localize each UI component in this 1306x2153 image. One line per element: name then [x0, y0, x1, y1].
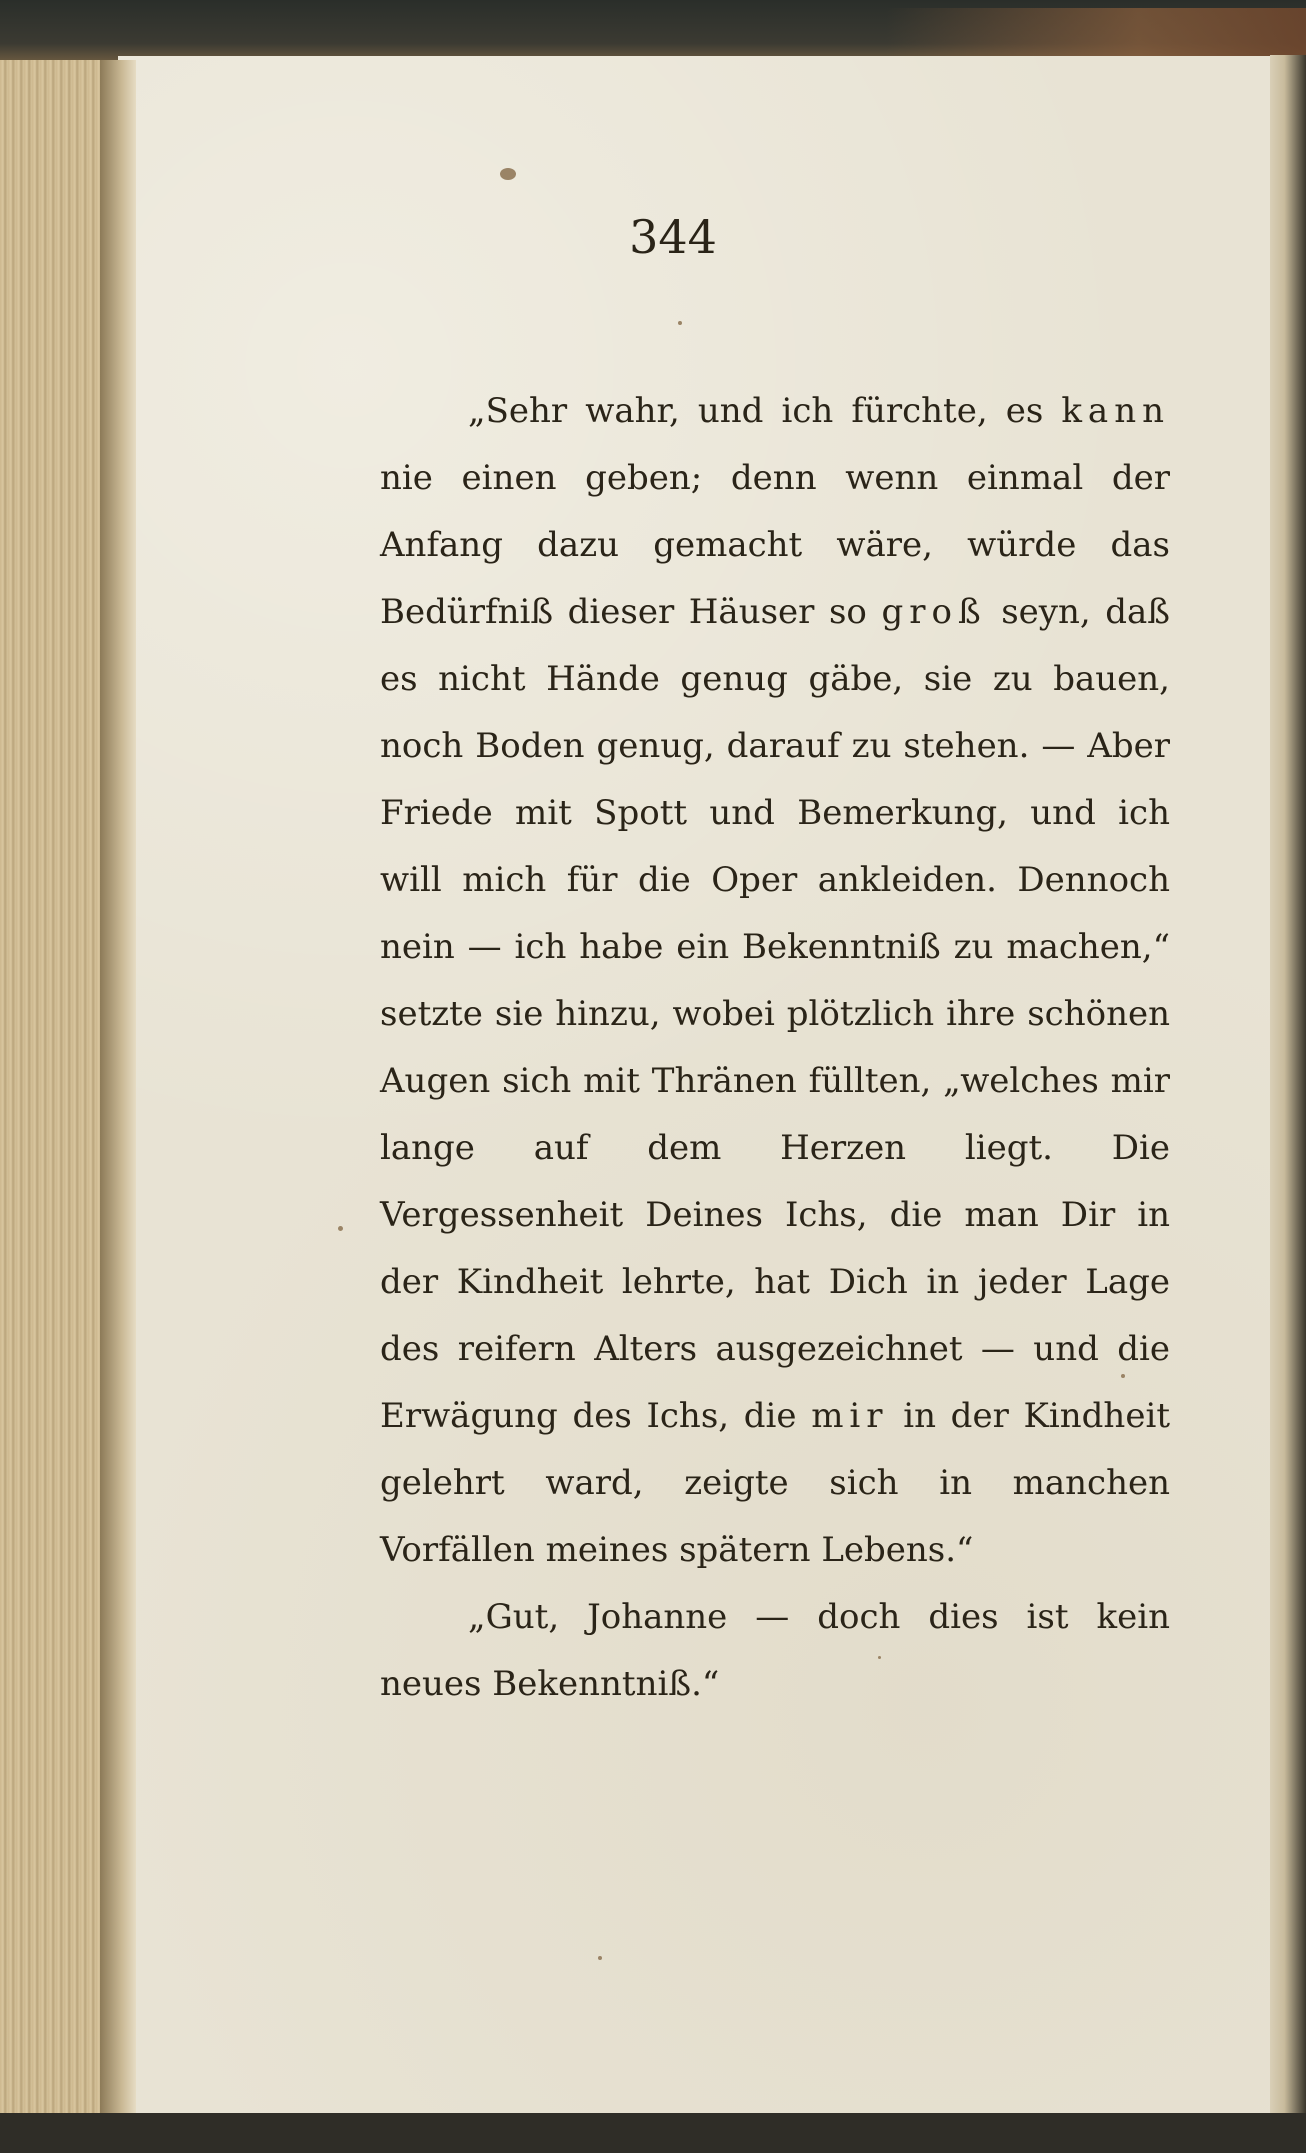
text-run: „Sehr wahr, und ich fürchte, es	[468, 391, 1062, 431]
paragraph	[380, 378, 1170, 1584]
body-text	[380, 378, 1170, 1718]
book-top-edge	[0, 0, 1306, 62]
gutter-shadow	[100, 60, 136, 2120]
text-run: „Gut, Johanne — doch dies ist kein neues Bekenntniß.“	[380, 1597, 1170, 1704]
book-bottom-edge	[0, 2113, 1306, 2153]
right-page-edge	[1270, 55, 1306, 2115]
text-run: seyn, daß es nicht Hände genug gäbe, sie zu bauen, noch Boden genug, darauf zu stehen. — Aber Friede mit Spott und Bemerkung, und ich will mich für die Oper ankleiden. Dennoch nein — ich habe ein Bekenntniß zu machen,“ setzte sie hinzu, wobei plötzlich ihre schönen Augen sich mit Thränen füllten, „welches mir lange auf dem Herzen liegt. Die Vergessenheit Deines Ichs, die man Dir in der Kindheit lehrte, hat Dich in jeder Lage des reifern Alters ausgezeichnet — und die Erwägung des Ichs, die	[380, 592, 1170, 1436]
paper-speck	[338, 1226, 343, 1231]
worn-cover-corner	[886, 8, 1306, 56]
page-number: 344	[629, 210, 717, 264]
text-run: nie einen geben; denn wenn einmal der Anfang dazu gemacht wäre, würde das Bedürfniß dieser Häuser so	[380, 458, 1170, 632]
paper-speck	[500, 168, 516, 180]
emphasized-text: mir	[811, 1396, 889, 1436]
text-run: in der Kindheit gelehrt ward, zeigte sich in manchen Vorfällen meines spätern Lebens.“	[380, 1396, 1170, 1570]
paragraph	[380, 1584, 1170, 1718]
emphasized-text: kann	[1061, 391, 1170, 431]
paper-speck	[598, 1956, 602, 1960]
emphasized-text: groß	[881, 592, 987, 632]
paper-speck	[678, 321, 682, 325]
